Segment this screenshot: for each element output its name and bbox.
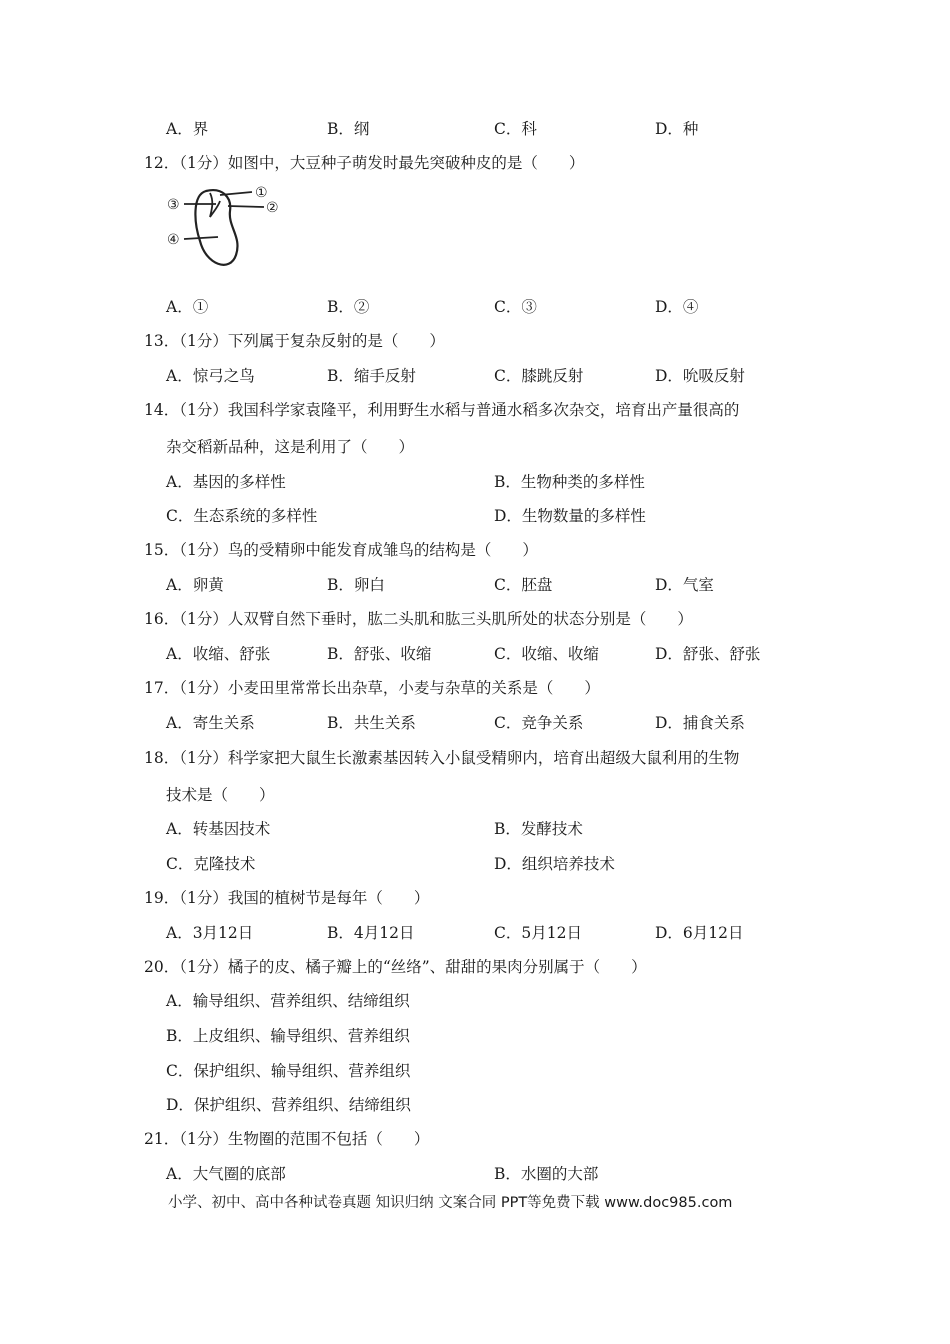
label-4: ④ [167, 232, 180, 248]
q21-stem: 21．（1分）生物圈的范围不包括（ ） [144, 1130, 430, 1148]
q15-option-c: C．胚盘 [494, 576, 553, 594]
q19-option-d: D．6月12日 [655, 924, 744, 942]
q20-option-d: D．保护组织、营养组织、结缔组织 [166, 1096, 411, 1114]
page-footer: 小学、初中、高中各种试卷真题 知识归纳 文案合同 PPT等免费下载 www.doc985.com [168, 1195, 733, 1211]
q18-stem-line1: 18．（1分）科学家把大鼠生长激素基因转入小鼠受精卵内，培育出超级大鼠利用的生物 [144, 749, 740, 767]
q13-stem: 13．（1分）下列属于复杂反射的是（ ） [144, 332, 445, 350]
q15-option-d: D．气室 [655, 576, 714, 594]
q17-option-d: D．捕食关系 [655, 714, 745, 732]
q21-option-b: B．水圈的大部 [494, 1165, 599, 1183]
q12-option-a: A．① [166, 298, 209, 316]
q11-option-c: C．科 [494, 120, 537, 138]
label-1: ① [255, 185, 268, 201]
q20-stem: 20．（1分）橘子的皮、橘子瓣上的“丝络”、甜甜的果肉分别属于（ ） [144, 958, 647, 976]
q12-option-c: C．③ [494, 298, 537, 316]
q17-option-a: A．寄生关系 [166, 714, 255, 732]
q16-stem: 16．（1分）人双臂自然下垂时，肱二头肌和肱三头肌所处的状态分别是（ ） [144, 610, 693, 628]
q18-option-b: B．发酵技术 [494, 820, 583, 838]
q17-stem: 17．（1分）小麦田里常常长出杂草，小麦与杂草的关系是（ ） [144, 679, 600, 697]
label-3: ③ [167, 197, 180, 213]
q14-option-d: D．生物数量的多样性 [494, 507, 646, 525]
q16-option-b: B．舒张、收缩 [327, 645, 432, 663]
label-2: ② [266, 200, 279, 216]
q17-option-b: B．共生关系 [327, 714, 416, 732]
q13-option-b: B．缩手反射 [327, 367, 416, 385]
q12-option-d: D．④ [655, 298, 699, 316]
q13-option-c: C．膝跳反射 [494, 367, 584, 385]
q13-option-a: A．惊弓之鸟 [166, 367, 255, 385]
q20-option-b: B．上皮组织、输导组织、营养组织 [166, 1027, 410, 1045]
q14-stem-line2: 杂交稻新品种，这是利用了（ ） [166, 438, 415, 456]
q12-option-b: B．② [327, 298, 370, 316]
q15-stem: 15．（1分）鸟的受精卵中能发育成雏鸟的结构是（ ） [144, 541, 538, 559]
q20-option-c: C．保护组织、输导组织、营养组织 [166, 1062, 411, 1080]
q19-option-c: C．5月12日 [494, 924, 582, 942]
seed-outline [195, 190, 237, 265]
q11-option-b: B．纲 [327, 120, 370, 138]
leader-line-2 [228, 206, 264, 207]
q18-option-c: C．克隆技术 [166, 855, 256, 873]
q19-option-b: B．4月12日 [327, 924, 415, 942]
q15-option-b: B．卵白 [327, 576, 385, 594]
leader-line-4 [184, 237, 218, 239]
q14-stem-line1: 14．（1分）我国科学家袁隆平，利用野生水稻与普通水稻多次杂交，培育出产量很高的 [144, 401, 740, 419]
q16-option-c: C．收缩、收缩 [494, 645, 599, 663]
q18-option-a: A．转基因技术 [166, 820, 271, 838]
q13-option-d: D．吮吸反射 [655, 367, 745, 385]
q16-option-a: A．收缩、舒张 [166, 645, 271, 663]
q14-option-c: C．生态系统的多样性 [166, 507, 318, 525]
q18-stem-line2: 技术是（ ） [166, 786, 275, 804]
q14-option-a: A．基因的多样性 [166, 473, 286, 491]
q12-stem: 12．（1分）如图中，大豆种子萌发时最先突破种皮的是（ ） [144, 154, 585, 172]
q17-option-c: C．竞争关系 [494, 714, 584, 732]
q18-option-d: D．组织培养技术 [494, 855, 615, 873]
q16-option-d: D．舒张、舒张 [655, 645, 761, 663]
q19-option-a: A．3月12日 [166, 924, 254, 942]
embryo-mark [210, 193, 220, 217]
q11-option-d: D．种 [655, 120, 699, 138]
q15-option-a: A．卵黄 [166, 576, 224, 594]
q14-option-b: B．生物种类的多样性 [494, 473, 645, 491]
q20-option-a: A．输导组织、营养组织、结缔组织 [166, 992, 410, 1010]
q19-stem: 19．（1分）我国的植树节是每年（ ） [144, 889, 430, 907]
q21-option-a: A．大气圈的底部 [166, 1165, 286, 1183]
q11-option-a: A．界 [166, 120, 209, 138]
soybean-seed-figure [166, 185, 296, 275]
